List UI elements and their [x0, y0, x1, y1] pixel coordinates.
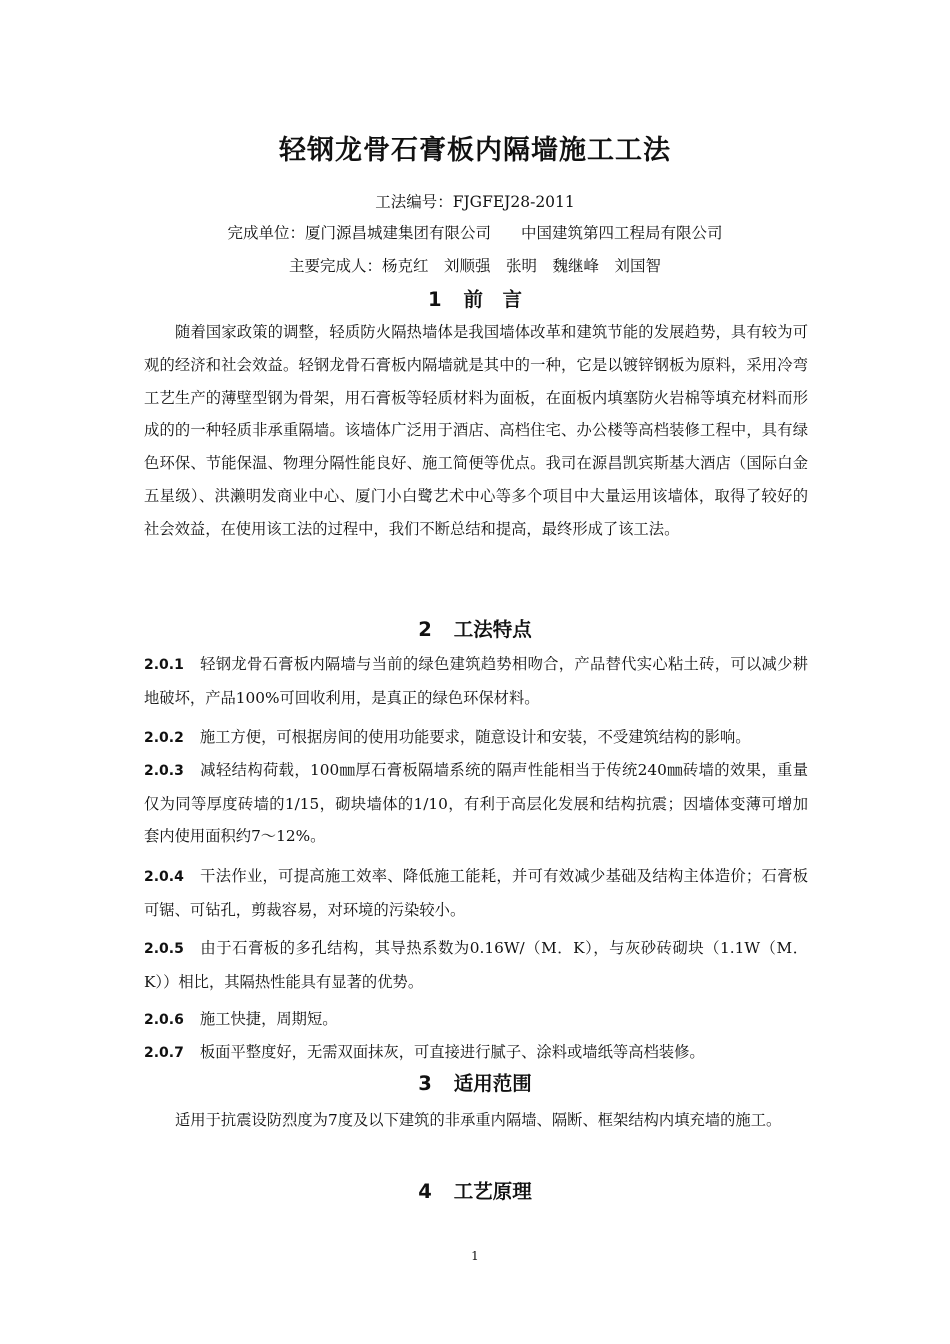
item-number: 2.0.5 — [144, 941, 184, 957]
item-number: 2.0.6 — [144, 1012, 184, 1028]
section-heading-3 — [0, 1072, 950, 1096]
item-number: 2.0.2 — [144, 730, 184, 746]
section-heading-4 — [0, 1180, 950, 1204]
feature-item — [144, 860, 808, 926]
section-number: 4 — [418, 1180, 432, 1203]
item-text: 轻钢龙骨石膏板内隔墙与当前的绿色建筑趋势相吻合，产品替代实心粘土砖，可以减少耕地破坏，产品100%可回收利用，是真正的绿色环保材料。 — [144, 655, 808, 707]
feature-item — [144, 932, 808, 998]
item-number: 2.0.1 — [144, 657, 184, 673]
completion-units — [0, 223, 950, 243]
page-number: 1 — [471, 1249, 479, 1263]
item-text: 由于石膏板的多孔结构，其导热系数为0.16W/（M．K），与灰砂砖砌块（1.1W（M．K））相比，其隔热性能具有显著的优势。 — [144, 939, 808, 991]
item-number: 2.0.3 — [144, 763, 184, 779]
section-1-paragraph: 随着国家政策的调整，轻质防火隔热墙体是我国墙体改革和建筑节能的发展趋势，具有较为可观的经济和社会效益。轻钢龙骨石膏板内隔墙就是其中的一种，它是以镀锌钢板为原料，采用冷弯工艺生产的薄壁型钢为骨架，用石膏板等轻质材料为面板，在面板内填塞防火岩棉等填充材料而形成的的一种轻质非承重隔墙。该墙体广泛用于酒店、高档住宅、办公楼等高档装修工程中，具有绿色环保、节能保温、物理分隔性能良好、施工简便等优点。我司在源昌凯宾斯基大酒店（国际白金五星级）、洪濑明发商业中心、厦门小白鹭艺术中心等多个项目中大量运用该墙体，取得了较好的社会效益，在使用该工法的过程中，我们不断总结和提高，最终形成了该工法。 — [144, 323, 808, 538]
section-title: 工艺原理 — [453, 1180, 532, 1203]
section-title: 前 言 — [463, 288, 523, 311]
units-label: 完成单位： — [227, 224, 305, 242]
feature-item — [144, 754, 808, 853]
section-number: 2 — [418, 618, 432, 641]
section-heading-2 — [0, 618, 950, 642]
item-text: 施工快捷，周期短。 — [199, 1010, 338, 1028]
feature-item — [144, 1036, 808, 1070]
item-text: 干法作业，可提高施工效率、降低施工能耗，并可有效减少基础及结构主体造价；石膏板可锯、可钻孔，剪裁容易，对环境的污染较小。 — [144, 867, 808, 919]
item-text: 板面平整度好，无需双面抹灰，可直接进行腻子、涂料或墙纸等高档装修。 — [199, 1043, 705, 1061]
feature-item — [144, 1003, 808, 1037]
section-title: 工法特点 — [453, 618, 532, 641]
item-text: 施工方便，可根据房间的使用功能要求，随意设计和安装，不受建筑结构的影响。 — [199, 728, 751, 746]
unit-1: 厦门源昌城建集团有限公司 — [304, 224, 491, 242]
item-text: 减轻结构荷载，100㎜厚石膏板隔墙系统的隔声性能相当于传统240㎜砖墙的效果，重量仅为同等厚度砖墙的1/15，砌块墙体的1/10，有利于高层化发展和结构抗震；因墙体变薄可增加套内使用面积约7～12%。 — [144, 761, 808, 845]
feature-item — [144, 721, 808, 755]
unit-2: 中国建筑第四工程局有限公司 — [521, 224, 723, 242]
item-number: 2.0.4 — [144, 869, 184, 885]
section-3-paragraph: 适用于抗震设防烈度为7度及以下建筑的非承重内隔墙、隔断、框架结构内填充墙的施工。 — [175, 1111, 782, 1129]
main-authors: 主要完成人：杨克红 刘顺强 张明 魏继峰 刘国智 — [288, 257, 661, 275]
section-number: 3 — [418, 1072, 432, 1095]
section-number: 1 — [427, 288, 442, 311]
method-code: 工法编号：FJGFEJ28-2011 — [375, 193, 575, 211]
section-title: 适用范围 — [453, 1072, 532, 1095]
item-number: 2.0.7 — [144, 1045, 184, 1061]
section-heading-1 — [0, 288, 950, 312]
feature-item — [144, 648, 808, 714]
document-title: 轻钢龙骨石膏板内隔墙施工工法 — [279, 135, 671, 166]
